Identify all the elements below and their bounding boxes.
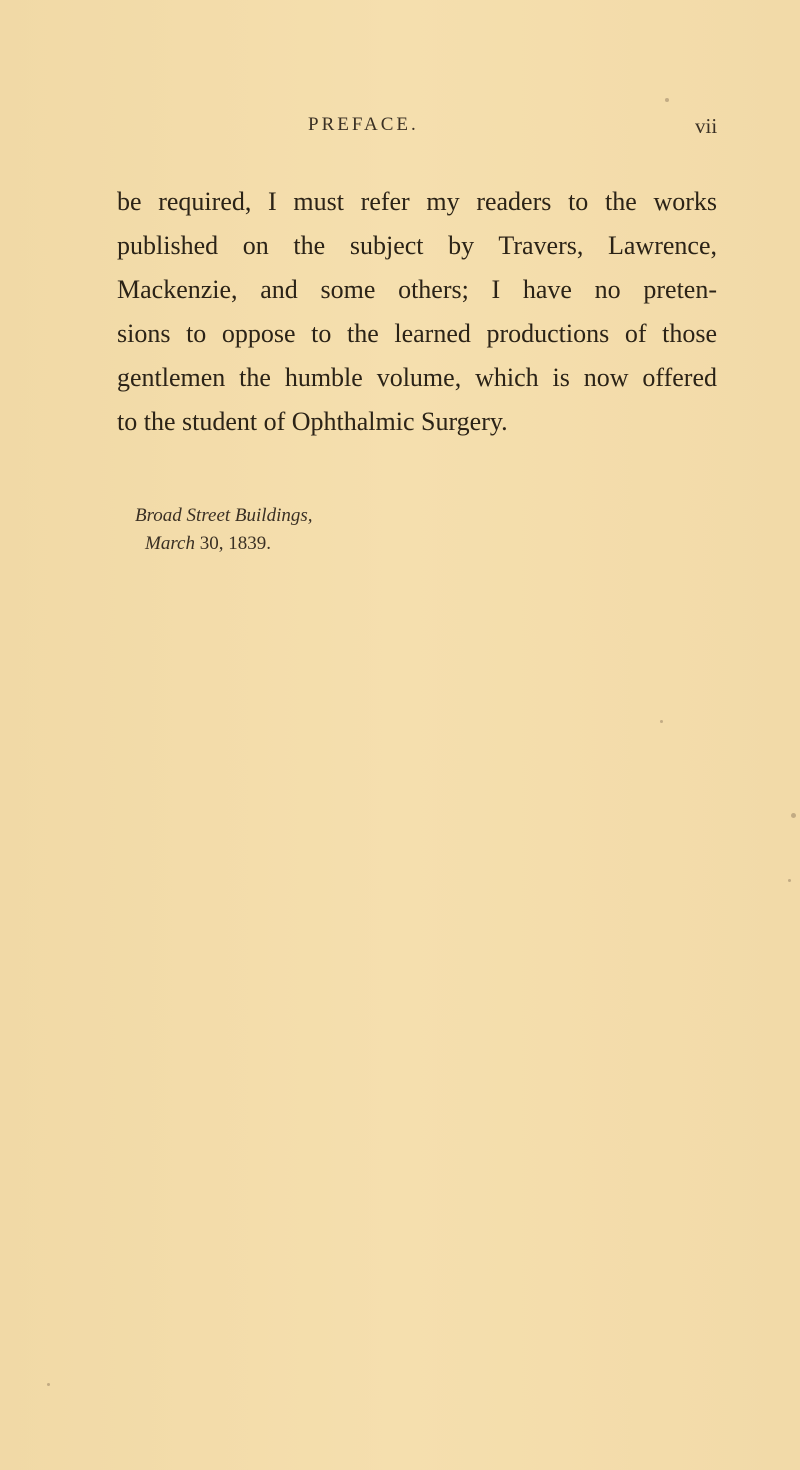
page-number: vii — [695, 114, 718, 138]
text-line: be required, I must refer my readers to the works — [117, 187, 717, 216]
signature-date-rest: 30, 1839. — [194, 533, 271, 554]
signature-month: March — [145, 533, 195, 554]
paper-speck — [660, 720, 663, 723]
paper-speck — [791, 813, 796, 818]
preface-paragraph — [117, 180, 717, 444]
paper-speck — [47, 1383, 50, 1386]
text-line: published on the subject by Travers, Lawrence, — [117, 231, 717, 260]
signature-place: Broad Street Buildings, — [135, 505, 313, 526]
text-line: gentlemen the humble volume, which is now offered — [117, 363, 717, 392]
paper-speck — [665, 98, 669, 102]
text-line: sions to oppose to the learned productions of those — [117, 319, 717, 348]
text-line: to the student of Ophthalmic Surgery. — [117, 407, 508, 436]
text-line: Mackenzie, and some others; I have no preten- — [117, 275, 717, 304]
signature-block — [135, 502, 313, 558]
signature-date — [135, 530, 313, 558]
paper-speck — [788, 879, 791, 882]
running-head — [0, 114, 800, 144]
running-title: PREFACE. — [308, 114, 419, 135]
